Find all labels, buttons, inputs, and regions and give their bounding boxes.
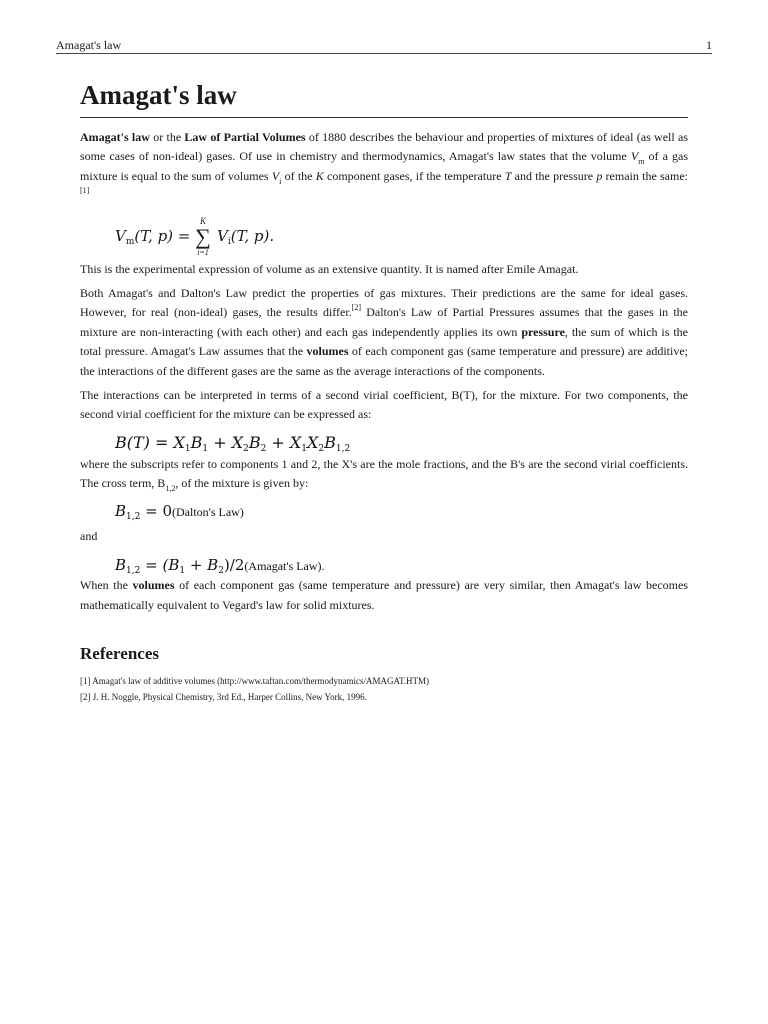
subscript: 1	[301, 443, 308, 454]
paragraph-vegards-law	[80, 576, 688, 615]
symbol-v: V	[115, 226, 126, 245]
bold-volumes: volumes	[132, 578, 175, 593]
text-span: of the	[281, 168, 316, 183]
bold-pressure: pressure	[521, 324, 565, 339]
reference-item[interactable]: [1] Amagat's law of additive volumes (http://www.taftan.com/thermodynamics/AMAGAT.HTM)	[80, 675, 430, 686]
text-span: remain the same:	[602, 168, 688, 183]
term-amagats-law: Amagat's law	[80, 130, 150, 144]
equation-part: B	[115, 556, 127, 575]
equation-part: B	[115, 501, 127, 520]
sigma-symbol: ∑	[195, 223, 211, 249]
symbol-v: V	[630, 149, 639, 164]
equation-label: (Dalton's Law)	[172, 504, 244, 519]
equation-args: (T, p) =	[134, 226, 191, 245]
intro-paragraph	[80, 128, 688, 206]
term-partial-volumes: Law of Partial Volumes	[184, 130, 306, 144]
text-span: When the	[80, 578, 133, 593]
subscript: 1	[184, 443, 191, 454]
equation-part: B	[248, 432, 261, 452]
text-span: , the sum of which is the total pressure. Amagat's Law assumes that the	[80, 324, 689, 359]
text-span: or the	[149, 130, 185, 144]
subscript: 1	[202, 443, 209, 454]
text-span: component gases, if the temperature	[323, 168, 505, 183]
paragraph-cross-term	[80, 455, 688, 494]
text-span: of 1880 describes the behaviour and properties of mixtures of ideal (as well as some cases of non-ideal) gases. Of use in chemistry and thermodynamics, Amagat's law states that the volume	[80, 130, 688, 164]
page-number: 1	[706, 38, 712, 52]
article-body	[80, 78, 688, 705]
subscript-12: 1,2	[165, 484, 176, 494]
subscript: 2	[218, 566, 224, 577]
sum-lower-limit: i=1	[197, 247, 209, 257]
equation-part: B	[324, 432, 336, 452]
subscript: 1,2	[126, 566, 141, 577]
references-list	[80, 673, 688, 705]
summation-sign	[192, 216, 214, 257]
paragraph-extensive-quantity: This is the experimental expression of volume as an extensive quantity. It is named after Emile Amagat.	[80, 261, 579, 276]
symbol-v: V	[217, 226, 228, 245]
equation-label: (Amagat's Law).	[244, 559, 325, 574]
text-span: Both Amagat's and Dalton's Law predict the properties of gas mixtures. Their predictions are the same for ideal gases. However, for real (non-ideal) gases, the results differ.	[80, 286, 688, 320]
paragraph-dalton-comparison	[80, 284, 688, 381]
text-span: and the pressure	[511, 168, 597, 183]
equation-part: = 0	[140, 501, 173, 520]
text-span: Dalton's Law of Partial Pressures assumes that the gases in the mixture are non-interacting (with each other) and each gas independently applies its own	[80, 305, 688, 339]
equation-amagats-law	[80, 554, 688, 576]
paragraph-virial-coefficient: The interactions can be interpreted in terms of a second virial coefficient, B(T), for the mixture. For two components, the second virial coefficient for the mixture can be expressed as:	[80, 388, 688, 422]
equation-part: + X	[208, 432, 244, 452]
subscript-i: i	[227, 236, 231, 247]
text-span: of each component gas (same temperature and pressure) are additive; the interactions of the different gases are the same as the average interactions of the components.	[80, 344, 688, 378]
sum-upper-limit: K	[199, 215, 206, 226]
subscript-i: i	[279, 176, 282, 186]
equation-part: = (B	[140, 556, 180, 575]
equation-part: B	[190, 432, 203, 452]
symbol-k: K	[315, 168, 324, 183]
text-span: of a gas mixture is equal to the sum of volumes	[80, 149, 689, 183]
page-header	[56, 38, 712, 54]
conjunction-and: and	[80, 528, 98, 543]
article-title: Amagat's law	[80, 78, 688, 118]
citation-link[interactable]: [1]	[80, 186, 90, 196]
subscript: 1	[179, 566, 186, 577]
equation-part: )/2	[223, 556, 245, 575]
subscript: 2	[318, 443, 325, 454]
subscript-m: m	[125, 236, 135, 247]
equation-volume-sum	[80, 208, 688, 260]
equation-part: B(T) = X	[115, 432, 185, 452]
references-heading: References	[80, 643, 159, 663]
subscript: 1,2	[126, 511, 141, 522]
equation-virial-mixture	[80, 431, 688, 455]
symbol-t: T	[504, 168, 512, 183]
equation-part: + B	[185, 556, 219, 575]
equation-daltons-law	[80, 499, 688, 523]
symbol-v: V	[271, 168, 280, 183]
subscript: 2	[243, 443, 249, 454]
equation-part: X	[307, 432, 319, 452]
reference-item: [2] J. H. Noggle, Physical Chemistry, 3rd Ed., Harper Collins, New York, 1996.	[80, 691, 367, 702]
symbol-p: p	[596, 168, 603, 183]
text-span: where the subscripts refer to components 1 and 2, the X's are the mole fractions, and the B's are the second virial coefficients. The cross term, B	[80, 456, 688, 491]
subscript: 2	[260, 443, 267, 454]
subscript: 1,2	[335, 443, 351, 454]
running-title: Amagat's law	[56, 38, 122, 52]
equation-part: + X	[266, 432, 302, 452]
equation-lhs	[115, 227, 190, 245]
bold-volumes: volumes	[306, 344, 349, 359]
citation-link[interactable]: [2]	[351, 303, 362, 313]
subscript-m: m	[638, 157, 645, 167]
equation-rhs	[217, 227, 274, 245]
text-span: of each component gas (same temperature and pressure) are very similar, then Amagat's law becomes mathematically equivalent to Vegard's law for solid mixtures.	[80, 578, 688, 612]
text-span: , of the mixture is given by:	[175, 476, 309, 491]
equation-args: (T, p).	[230, 226, 275, 245]
